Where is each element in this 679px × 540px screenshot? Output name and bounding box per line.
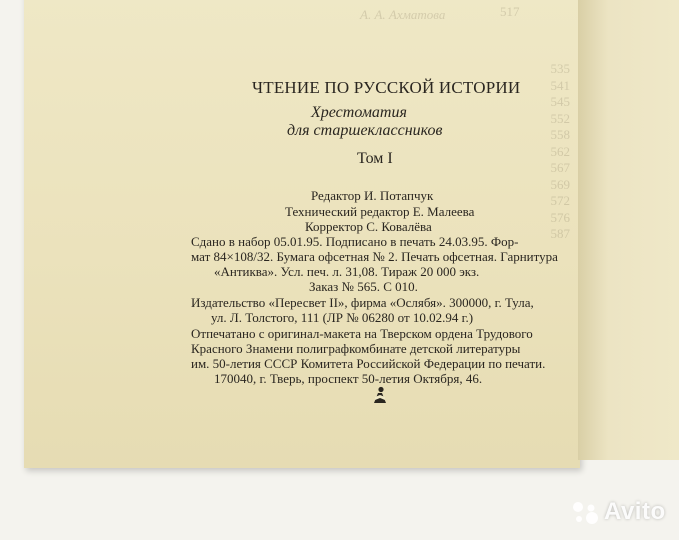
- book-title: ЧТЕНИЕ ПО РУССКОЙ ИСТОРИИ: [252, 78, 521, 97]
- ghost-page-number: 576: [550, 209, 570, 225]
- ghost-text-top: А. А. Ахматова: [360, 7, 446, 22]
- ghost-page-number: 572: [550, 193, 570, 208]
- ghost-page-numbers: [530, 60, 570, 242]
- print-info-line1: Сдано в набор 05.01.95. Подписано в печать 24.03.95. Фор-: [191, 234, 519, 249]
- publisher-line2: ул. Л. Толстого, 111 (ЛР № 06280 от 10.02.94 г.): [211, 310, 474, 325]
- print-info-line2: мат 84×108/32. Бумага офсетная № 2. Печать офсетная. Гарнитура: [191, 249, 558, 264]
- book-reader-emblem-icon: [372, 385, 388, 405]
- printer-line4: 170040, г. Тверь, проспект 50-летия Октября, 46.: [214, 371, 483, 386]
- ghost-text-top-number: 517: [500, 4, 520, 19]
- editor-credit: Редактор И. Потапчук: [311, 188, 434, 203]
- avito-watermark: Avito: [604, 498, 666, 525]
- ghost-page-number: 569: [550, 176, 570, 192]
- ghost-page-number: 535: [550, 61, 570, 76]
- book-subtitle-line2: для старшеклассников: [287, 122, 443, 139]
- print-info-line4: Заказ № 565. С 010.: [309, 279, 418, 294]
- printer-line2: Красного Знамени полиграфкомбинате детской литературы: [191, 341, 521, 356]
- book-subtitle-line1: Хрестоматия: [311, 104, 407, 121]
- publisher-line1: Издательство «Пересвет II», фирма «Ослябя». 300000, г. Тула,: [191, 295, 534, 310]
- ghost-page-number: 558: [550, 127, 570, 142]
- volume-label: Том I: [357, 150, 393, 167]
- tech-editor-credit: Технический редактор Е. Малеева: [285, 204, 475, 219]
- ghost-page-number: 587: [550, 226, 570, 241]
- ghost-page-number: 541: [550, 77, 570, 93]
- ghost-page-number: 545: [550, 94, 570, 109]
- print-info-line3: «Антиква». Усл. печ. л. 31,08. Тираж 20 000 экз.: [214, 264, 480, 279]
- avito-logo-icon: [571, 500, 601, 526]
- printer-line1: Отпечатано с оригинал-макета на Тверском ордена Трудового: [191, 326, 533, 341]
- printer-line3: им. 50-летия СССР Комитета Российской Федерации по печати.: [191, 356, 546, 371]
- ghost-page-number: 552: [550, 110, 570, 126]
- ghost-page-number: 567: [550, 160, 570, 175]
- corrector-credit: Корректор С. Ковалёва: [305, 219, 432, 234]
- ghost-page-number: 562: [550, 143, 570, 159]
- adjacent-page-edge: [578, 0, 679, 460]
